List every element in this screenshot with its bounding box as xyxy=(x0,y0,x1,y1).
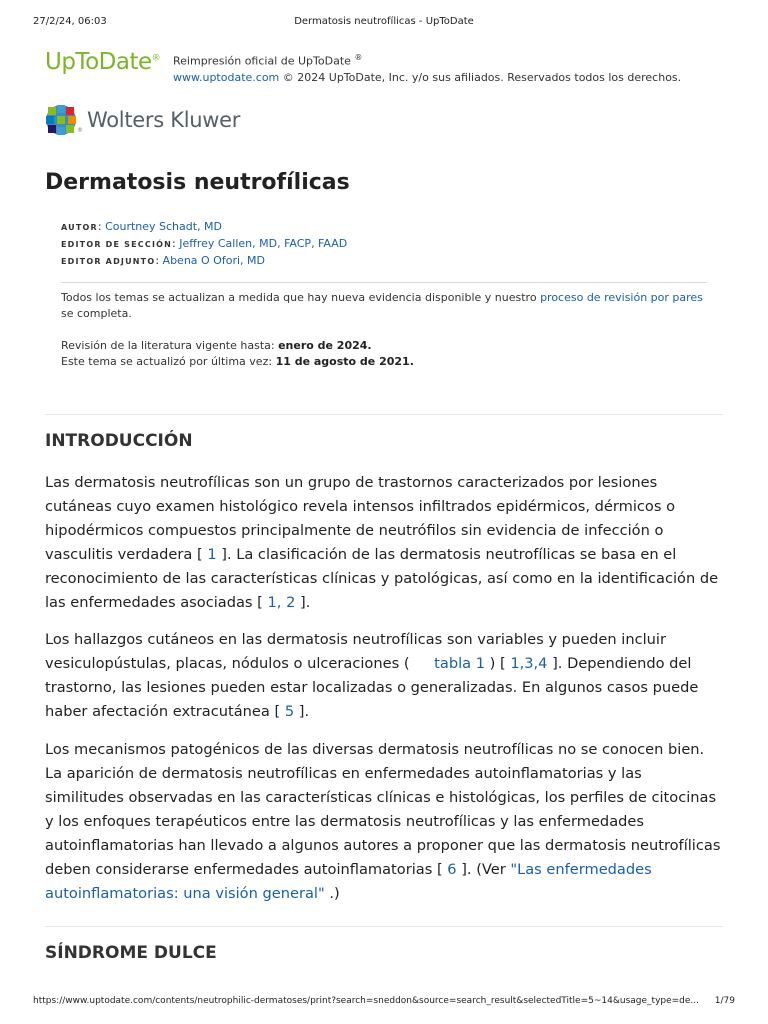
section-editor-role-label: EDITOR DE SECCIÓN xyxy=(61,240,173,249)
reprint-line: Reimpresión oficial de UpToDate xyxy=(173,54,351,68)
intro-paragraph-1: Las dermatosis neutrofílicas son un grupo de trastornos caracterizados por lesiones cutáneas cuyo examen histológico revela intensos infiltrados epidérmicos, dérmicos o hipodérmicos compuestos principalmente de neutrófilos sin evidencia de infección o vasculitis verdadera [ 1 ]. La clasificación de las dermatosis neutrofílicas se basa en el reconocimiento de las características clínicas y patológicas, así como en la identificación de las enfermedades asociadas [ 1, 2 ]. xyxy=(45,474,719,611)
lit-review-label: Revisión de la literatura vigente hasta: xyxy=(61,339,275,352)
intro-paragraph-3: Los mecanismos patogénicos de las diversas dermatosis neutrofílicas no se conocen bien. La aparición de dermatosis neutrofílicas en enfermedades autoinflamatorias y las similitudes observadas en las características clínicas e histológicas, los perfiles de citocinas y los enfoques terapéuticos entre las dermatosis neutrofílicas y las enfermedades autoinflamatorias han llevado a algunos autores a proponer que las dermatosis neutrofílicas deben considerarse enfermedades autoinflamatorias [ 6 ]. (Ver "Las enfermedades autoinflamatorias: una visión general" .) xyxy=(45,741,721,902)
deputy-editor-role-label: EDITOR ADJUNTO xyxy=(61,257,156,266)
last-updated-label: Este tema se actualizó por última vez: xyxy=(61,355,273,368)
update-notice: Todos los temas se actualizan a medida que hay nueva evidencia disponible y nuestro proceso de revisión por pares se completa. xyxy=(61,291,703,320)
wolters-kluwer-globe-icon xyxy=(45,104,77,136)
divider xyxy=(61,282,707,283)
section-heading-introduccion: INTRODUCCIÓN xyxy=(45,431,193,451)
section-editor-link[interactable]: Jeffrey Callen, MD, FACP, FAAD xyxy=(179,237,348,250)
table-link[interactable]: tabla 1 xyxy=(434,655,486,672)
topic-link[interactable]: "Las enfermedades autoinflamatorias: una visión general" xyxy=(45,861,652,902)
author-block: AUTOR: Courtney Schadt, MD EDITOR DE SECCIÓN: Jeffrey Callen, MD, FACP, FAAD EDITOR ADJUNTO: Abena O Ofori, MD xyxy=(61,220,348,267)
reference-link[interactable]: 5 xyxy=(284,703,295,720)
reference-link[interactable]: 1 xyxy=(207,546,217,563)
peer-review-link[interactable]: proceso de revisión por pares xyxy=(540,291,703,304)
copyright-text: © 2024 UpToDate, Inc. y/o sus afiliados. Reservados todos los derechos. xyxy=(282,70,682,84)
uptodate-site-link[interactable]: www.uptodate.com xyxy=(173,70,280,84)
print-url: https://www.uptodate.com/contents/neutrophilic-dermatoses/print?search=sneddon&source=search_result&selectedTitle=5~14&usage_type=de... xyxy=(33,996,700,1006)
divider xyxy=(45,926,723,927)
page-number: 1/79 xyxy=(714,996,735,1006)
uptodate-logo[interactable]: UpToDate® xyxy=(45,49,161,75)
section-heading-sindrome-dulce: SÍNDROME DULCE xyxy=(45,943,217,963)
author-role-label: AUTOR xyxy=(61,223,98,232)
reference-link[interactable]: 1, 2 xyxy=(267,594,296,611)
last-updated-date: 11 de agosto de 2021. xyxy=(275,355,414,368)
uptodate-logo-text: UpToDate xyxy=(45,49,152,75)
article-title: Dermatosis neutrofílicas xyxy=(45,170,350,195)
review-dates xyxy=(61,338,414,370)
reference-link[interactable]: 6 xyxy=(447,861,457,878)
print-page-title: Dermatosis neutrofílicas - UpToDate xyxy=(294,16,474,27)
divider xyxy=(45,414,723,415)
deputy-editor-link[interactable]: Abena O Ofori, MD xyxy=(162,254,265,267)
print-date: 27/2/24, 06:03 xyxy=(33,16,107,27)
lit-review-date: enero de 2024. xyxy=(278,339,372,352)
reprint-notice: Reimpresión oficial de UpToDate ® www.uptodate.com © 2024 UpToDate, Inc. y/o sus afiliados. Reservados todos los derechos. xyxy=(173,53,682,84)
author-link[interactable]: Courtney Schadt, MD xyxy=(105,220,223,233)
publisher-name: Wolters Kluwer xyxy=(87,108,241,132)
intro-paragraph-2: Los hallazgos cutáneos en las dermatosis neutrofílicas son variables y pueden incluir vesiculopústulas, placas, nódulos o ulceraciones ( tabla 1 ) [ 1,3,4 ]. Dependiendo del trastorno, las lesiones pueden estar localizadas o generalizadas. En algunos casos puede haber afectación extracutánea [ 5 ]. xyxy=(45,631,699,720)
wolters-kluwer-logo: ® Wolters Kluwer xyxy=(45,104,240,136)
reference-link[interactable]: 1,3,4 xyxy=(510,655,548,672)
